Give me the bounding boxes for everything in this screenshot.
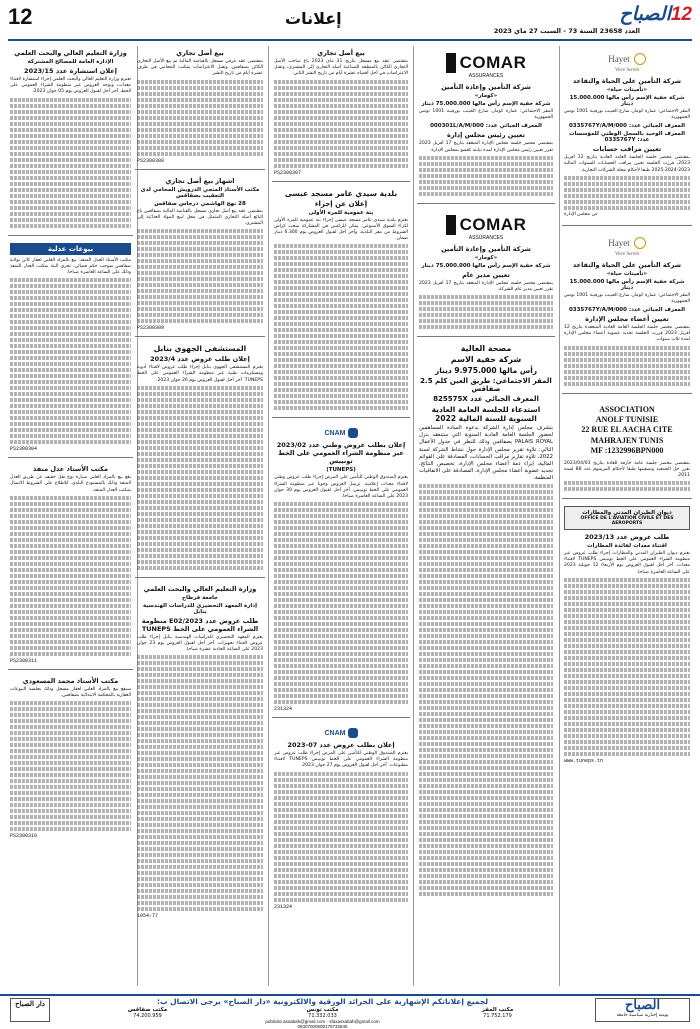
ad-tax-id: المعرف الجبائي عدد 825575X bbox=[433, 395, 539, 404]
ad-body: بمقتضى عقد بيع مسجل بتاريخ 31 ماي 2023 باع صاحب الأصل التجاري الكائن بالمنطقة الصناعية أصله التجاري إلى المشتري، وتقبل الاعتراضات في أجل أقصاه عشرة أيام من تاريخ النشر الثاني. bbox=[274, 59, 408, 77]
ad-ministry bbox=[8, 46, 133, 236]
ad-tax-id: المعرف الجبائي عدد: 0335767Y/A/M/000 bbox=[568, 123, 686, 130]
footer-dar-logo: دار الصباح bbox=[10, 998, 50, 1022]
ad-body: يقع بيع بالمزاد العلني سيارة نوع نقل خفيف عن طريق العدل المنفذ وذلك بالمستودع البلدي. للاطلاع على الشروط الاتصال بمكتب العدل المنفذ. bbox=[10, 475, 131, 493]
page-footer bbox=[0, 994, 700, 1029]
ad-subtitle: 28 نهج الهاشمي درجاس صفاقس bbox=[154, 200, 246, 207]
ad-sale-1 bbox=[272, 46, 410, 182]
footer-logo: الصباح يومية إخبارية سياسية جامعة bbox=[595, 998, 690, 1022]
ad-body: مكتب الأستاذ العدل المنفذ: بيع بالمزاد العلني لعقار كائن بولاية صفاقس بموجب حكم قضائي. تجرى البتة بمكتب العدل المنفذ وذلك على الساعة العاشرة صباحا. bbox=[10, 257, 131, 275]
column-3 bbox=[272, 46, 410, 990]
ad-ref: 1054-77 bbox=[137, 913, 159, 920]
cnam-logo: CNAM bbox=[274, 428, 408, 438]
ad-heading: تعيين رئيس مجلس إدارة bbox=[447, 131, 525, 140]
ad-body: يعتزم ديوان الطيران المدني والمطارات إجراء طلب عروض عبر منظومة الشراء العمومي على الخط تونيبس TUNEPS لاقتناء معدات. آخر أجل لقبول العروض يوم الأربعاء 12 جويلية 2023 على الساعة العاشرة صباحا. bbox=[564, 551, 691, 575]
ad-body: بمقتضى عقد عرفي مسجل بالقباضة المالية تم بيع الأصل التجاري الكائن بصفاقس، وتقبل الاعتراضات بمكتب المحامي في ظرف عشرة أيام من تاريخ النشر. bbox=[137, 59, 263, 77]
ad-hayet-2: Hayet Vivre Serein شركة التأمين على الحياة والتقاعد «تأمينات حياة» شركة خفية الإسم رأس مالها 15.000.000 دينار المقر الاجتماعي: عمارة كومار، شارع الحبيب بورقيبة 1001 تونس الجمهورية المعرف الجبائي عدد: 0335767Y/A/M/000 تعيين أعضاء مجلس الإدارة بمقتضى محضر جلسة الجلسة العامة العادية المنعقدة بتاريخ 12 أفريل 2023 قررت الجلسة تجديد عضوية أعضاء مجلس الإدارة لمدة ثلاث سنوات. bbox=[562, 230, 692, 394]
ad-heading: إعلان استشارة عدد 2023/15 bbox=[24, 67, 117, 75]
ad-judicial-sales bbox=[8, 240, 133, 459]
ad-body: تعتزم وزارة التعليم العالي والبحث العلمي إجراء استشارة لاقتناء معدات، وتوجه العروض عبر منظومة الشراء العمومي على الخط. آخر أجل لقبول العروض يوم 05 جوان 2023. bbox=[10, 77, 131, 95]
ad-subtitle: شركة خفية الاسم bbox=[450, 355, 522, 365]
page-header bbox=[0, 0, 700, 40]
ad-heading: استدعاء للجلسة العامة العادية السنوية للسنة المالية 2022 bbox=[431, 405, 541, 424]
cnam-logo: CNAM bbox=[274, 728, 408, 738]
footer-contact bbox=[60, 997, 585, 1029]
ad-body: بمقتضى محضر جلسة مجلس الإدارة المنعقد بتاريخ 17 أفريل 2023 تقرر تعيين رئيس مجلس الإدارة لمدة نيابته كعضو بمجلس الإدارة. bbox=[419, 141, 554, 153]
ad-cnam-1 bbox=[272, 422, 410, 718]
column-4 bbox=[135, 46, 265, 990]
ad-ref: PS2300310 bbox=[10, 833, 38, 840]
ad-subtitle: إعلان طلب عروض عدد 2023/4 bbox=[150, 355, 250, 364]
ad-title: بلدية سيدي عامر مسجد عيسى bbox=[284, 188, 398, 198]
comar-logo: COMAR ASSURANCES bbox=[419, 53, 553, 79]
ad-title: شركة التأمين على الحياة والتقاعد bbox=[572, 76, 682, 85]
column-divider bbox=[268, 46, 269, 986]
ad-subtitle: الإدارة العامة للمصالح المشتركة bbox=[27, 59, 114, 65]
ad-body: يعتزم المستشفى الجهوي بنابل إجراء طلب عروض لاقتناء أدوية ومستلزمات طبية عبر منظومة الشراء العمومي على الخط TUNEPS. آخر أجل لقبول العروض يوم 26 جوان 2023. bbox=[137, 365, 263, 383]
office-sfax: مكتب صفاقس 74.200.959 bbox=[127, 1007, 168, 1019]
ad-address: المقر الاجتماعي: عمارة كومار، شارع الحبيب بورقيبة 1001 تونس الجمهورية bbox=[564, 292, 690, 304]
ad-cnam-2 bbox=[272, 722, 410, 915]
masthead bbox=[482, 3, 692, 37]
hayet-logo: Hayet bbox=[608, 53, 646, 65]
ad-address: المقر الاجتماعي: عمارة كومار، شارع الحبيب بورقيبة 1001 تونس الجمهورية bbox=[419, 109, 553, 121]
column-5 bbox=[8, 46, 133, 990]
ad-subtitle: «تأمينات حياة» bbox=[606, 270, 648, 277]
ad-sale-3 bbox=[135, 174, 265, 338]
ad-ref: PS2300308 bbox=[137, 157, 165, 164]
column-1 bbox=[562, 46, 692, 990]
ad-ref: PS2300304 bbox=[10, 446, 38, 453]
ad-url[interactable]: www.tuneps.tn bbox=[564, 757, 604, 764]
section-title: إعلانات bbox=[285, 9, 342, 28]
comar-logo: COMAR ASSURANCES bbox=[419, 215, 553, 241]
ad-registry: المعرف الوحيد بالسجل الوطني للمؤسسات عدد: 0335767Y bbox=[568, 131, 686, 144]
ad-comar-2 bbox=[417, 208, 555, 337]
column-divider bbox=[559, 46, 560, 986]
masthead-logo: 12الصباح bbox=[619, 3, 692, 25]
ad-sale-2 bbox=[135, 46, 265, 170]
ad-title: إعلان بطلب عروض وطني عدد 2023/02 عبر منظومة الشراء العمومي على الخط تونيبس bbox=[276, 441, 406, 466]
ad-subtitle: اقتناء معدات لفائدة المطارات bbox=[587, 543, 667, 550]
ad-capital: شركة خفية الإسم رأس مالها 15.000.000 دينار bbox=[569, 278, 685, 291]
ad-ministry-tender bbox=[135, 582, 265, 925]
ad-subtitle: جامعة قرطاج bbox=[181, 594, 219, 601]
ad-body: بمقتضى محضر جلسة عامة خارقة للعادة بتاريخ 2023/04/03 تقرر حل الجمعية وتصفيتها طبقا لأحكام المرسوم عدد 88 لسنة 2011. bbox=[564, 460, 691, 478]
ad-title: شركة التأمين على الحياة والتقاعد bbox=[572, 260, 682, 269]
ad-title: وزارة التعليم العالي والبحث العلمي bbox=[14, 49, 127, 57]
ad-subtitle: «كومار» bbox=[474, 93, 498, 99]
ad-body: بمقتضى عقد بيع أصل تجاري مسجل بالقباضة المالية بصفاقس باع البائع أصله التجاري المتمثل في محل لبيع المواد الغذائية إلى المشتري. bbox=[137, 208, 263, 226]
ad-clinic bbox=[417, 341, 555, 903]
ad-body: يعتزم الصندوق الوطني للتأمين على المرض إجراء طلب عروض وطني لاقتناء معدات إعلامية. ترسل العروض وجوبا عبر منظومة الشراء العمومي على الخط تونيبس. آخر أجل لقبول العروض يوم 30 جوان 2023 على الساعة العاشرة صباحا. bbox=[274, 475, 408, 499]
ad-subtitle: إعلان عن إجراء bbox=[314, 199, 368, 208]
footer-headline: لجميع إعلاناتكم الإشهارية على الجرائد الورقية والالكترونية «دار الصباح» يرجى الاتصال ب: bbox=[156, 997, 489, 1006]
header-divider bbox=[8, 39, 692, 41]
ad-subtitle: (TUNEPS) bbox=[326, 467, 356, 474]
ad-address: المقر الاجتماعي: طريق العين كلم 2.5 صفاقس bbox=[420, 377, 552, 394]
ad-signature: عن مجلس الإدارة bbox=[564, 211, 598, 217]
ad-heading: تعيين أعضاء مجلس الإدارة bbox=[585, 315, 669, 323]
ad-title: طلب عروض عدد 2023/13 bbox=[584, 533, 670, 542]
ad-body: يعتزم الصندوق الوطني للتأمين على المرض إجراء طلب عروض عبر منظومة الشراء العمومي على الخط تونيبس TUNEPS لاقتناء مطبوعات. آخر أجل لقبول العروض يوم 27 جوان 2023. bbox=[274, 751, 409, 769]
ad-bailiff-2 bbox=[8, 674, 133, 844]
ad-body: يعتزم المعهد التحضيري للدراسات الهندسية بنابل إجراء طلب عروض لاقتناء تجهيزات. آخر أجل لقبول العروض يوم 23 جوان 2023 على الساعة الحادية عشرة صباحا. bbox=[137, 634, 264, 653]
ad-title: شركة التأمين وإعادة التأمين bbox=[441, 83, 531, 91]
ad-title: بيع أصل تجاري bbox=[176, 49, 224, 57]
ad-ref: 231324 bbox=[274, 903, 293, 910]
ad-heading: تعيين مراقب حسابات bbox=[592, 145, 662, 154]
ad-capital: رأس مالها 9.975.000 دينار bbox=[434, 366, 538, 376]
ad-body: سيقع بيع بالمزاد العلني لعقار مسجل وذلك بجلسة البيوعات العقارية بالمحكمة الابتدائية بصفاقس. bbox=[10, 686, 131, 698]
association-name: ASSOCIATION ANOLF TUNISIE 22 RUE EL AACHA CITE MAHRAJEN TUNIS MF :1232996BPN000 bbox=[581, 404, 673, 456]
ad-title: وزارة التعليم العالي والبحث العلمي bbox=[143, 584, 257, 593]
ad-title: إعلان بطلب عروض عدد 07-2023 bbox=[287, 741, 395, 750]
ad-title: بيع أصل تجاري bbox=[317, 49, 365, 57]
ad-title: مكتب الأستاذ محمد المسعودي bbox=[22, 676, 119, 685]
page-number: 12 bbox=[8, 4, 33, 29]
ad-ref: PS2300311 bbox=[10, 657, 38, 664]
ad-tender-oaca bbox=[562, 503, 692, 769]
office-tunis: مكتب تونس 71.332.033 bbox=[306, 1007, 339, 1019]
ad-subtitle: بتة عمومية للمرة الأولى bbox=[308, 209, 374, 216]
ad-title: المستشفى الجهوي بنابل bbox=[153, 344, 247, 354]
office-hq: مكتب المقر 71.752.179 bbox=[481, 1007, 514, 1019]
office-banner: ديوان الطيران المدني والمطارات OFFICE DE L'AVIATION CIVILE ET DES AEROPORTS bbox=[564, 506, 690, 530]
ad-body: يتشرف مجلس إدارة الشركة بدعوة السادة المساهمين لحضور الجلسة العامة العادية السنوية التي ستنعقد بنزل PALAIS ROYAL بصفاقس وذلك للنظر في جدول الأعمال التالي: تلاوة تقرير مجلس الإدارة حول نشاط الشركة لسنة 2022، تلاوة تقارير مراقب الحسابات، المصادقة على القوائم المالية، إبراء ذمة أعضاء مجلس الإدارة، تخصيص النتائج، تجديد عضوية أعضاء مجلس الإدارة، المصادقة على الاتفاقيات المنظمة. bbox=[419, 425, 553, 482]
issue-line: العدد 23658 السنة 73 - السبت 27 ماي 2023 bbox=[493, 27, 640, 35]
footer-bank: 08307000509179732845 bbox=[297, 1024, 348, 1029]
ad-subtitle: «تأمينات حياة» bbox=[606, 86, 648, 93]
ad-ref: PS2300307 bbox=[274, 169, 302, 176]
ad-capital: شركة خفية الإسم رأس مالها 75.000.000 دينار bbox=[421, 101, 551, 107]
ad-title: مكتب الأستاذ عدل منفذ bbox=[33, 465, 108, 474]
column-divider bbox=[413, 46, 414, 986]
ad-title: اشهار بيع أصل تجاري bbox=[165, 176, 235, 185]
ad-hayet-1: Hayet Vivre Serein شركة التأمين على الحياة والتقاعد «تأمينات حياة» شركة خفية الإسم رأس مالها 15.000.000 دينار المقر الاجتماعي: عمارة كومار، شارع الحبيب بورقيبة 1001 تونس الجمهورية المعرف الجبائي عدد: 0335767Y/A/M/000 المعرف الوحيد بالسجل الوطني للمؤسسات عدد: 0335767Y تعيين مراقب حسابات بمقتضى محضر جلسة الجلسة العامة العادية بتاريخ 12 أفريل 2023، قررت الجلسة تعيين مراقب الحسابات للسنوات المالية 2023-2024-2025 طبقا لأحكام مجلة الشركات التجارية. عن مجلس الإدارة bbox=[562, 46, 692, 226]
ad-capital: شركة خفية الإسم رأس مالها 75.000.000 دينار bbox=[421, 262, 551, 269]
ad-body: بمقتضى محضر جلسة الجلسة العامة العادية المنعقدة بتاريخ 12 أفريل 2023 قررت الجلسة تجديد عضوية أعضاء مجلس الإدارة لمدة ثلاث سنوات. bbox=[564, 325, 690, 343]
ad-capital: شركة خفية الإسم رأس مالها 15.000.000 دينار bbox=[569, 94, 685, 107]
ad-hospital bbox=[135, 341, 265, 578]
footer-email[interactable]: publicite.assabah@gmail.com · sfaxassabah@gmail.com bbox=[265, 1019, 380, 1024]
ad-subtitle: إدارة المعهد التحضيري للدراسات الهندسية بنابل bbox=[142, 602, 258, 615]
ad-heading: طلب عروض عدد 2023/E02 منظومة الشراء العمومي على الخط TUNEPS bbox=[141, 616, 259, 633]
ad-tax-id: المعرف الجبائي عدد: 0335767Y/A/M/000 bbox=[568, 307, 686, 313]
section-banner: بيوعات عدلية bbox=[10, 243, 131, 255]
ad-subtitle: «كومار» bbox=[474, 254, 498, 261]
hayet-logo: Hayet bbox=[608, 237, 646, 249]
column-2 bbox=[417, 46, 555, 990]
ad-title: شركة التأمين وإعادة التأمين bbox=[441, 244, 531, 253]
ad-association bbox=[562, 398, 692, 500]
ad-body: بمقتضى محضر جلسة الجلسة العامة العادية بتاريخ 12 أفريل 2023، قررت الجلسة تعيين مراقب الحسابات للسنوات المالية 2023-2024-2025 طبقا لأحكام مجلة الشركات التجارية. bbox=[564, 155, 690, 173]
ad-bailiff-1 bbox=[8, 462, 133, 670]
ad-ref: 231324 bbox=[274, 706, 293, 713]
ad-municipality bbox=[272, 186, 410, 419]
ad-comar-1 bbox=[417, 46, 555, 204]
ad-title: مصحة العالية bbox=[460, 344, 512, 354]
ad-heading: تعيين مدير عام bbox=[462, 270, 510, 279]
ad-address: المقر الاجتماعي: عمارة كومار، شارع الحبيب بورقيبة 1001 تونس الجمهورية bbox=[564, 108, 690, 120]
ad-ref: PS2300309 bbox=[137, 325, 165, 332]
ad-body: تعتزم بلدية سيدي عامر مسجد عيسى إجراء بتة عمومية للمرة الأولى لكراء السوق الأسبوعي. يمكن للراغبين في المشاركة سحب كراس الشروط من مقر البلدية، وآخر أجل لقبول العروض يوم 6.300 دينار ضمان. bbox=[274, 217, 408, 242]
ad-body: بمقتضى محضر جلسة مجلس الإدارة المنعقد بتاريخ 17 أفريل 2023 تقرر تعيين مدير عام للشركة. bbox=[419, 280, 554, 292]
ad-tax-id: المعرف الجبائي عدد: 000301L/A/M/000 bbox=[430, 123, 542, 130]
ad-subtitle: مكتب الأستاذ المنجي الدرويش المحامي لدى التعقيب بصفاقس bbox=[140, 186, 260, 199]
